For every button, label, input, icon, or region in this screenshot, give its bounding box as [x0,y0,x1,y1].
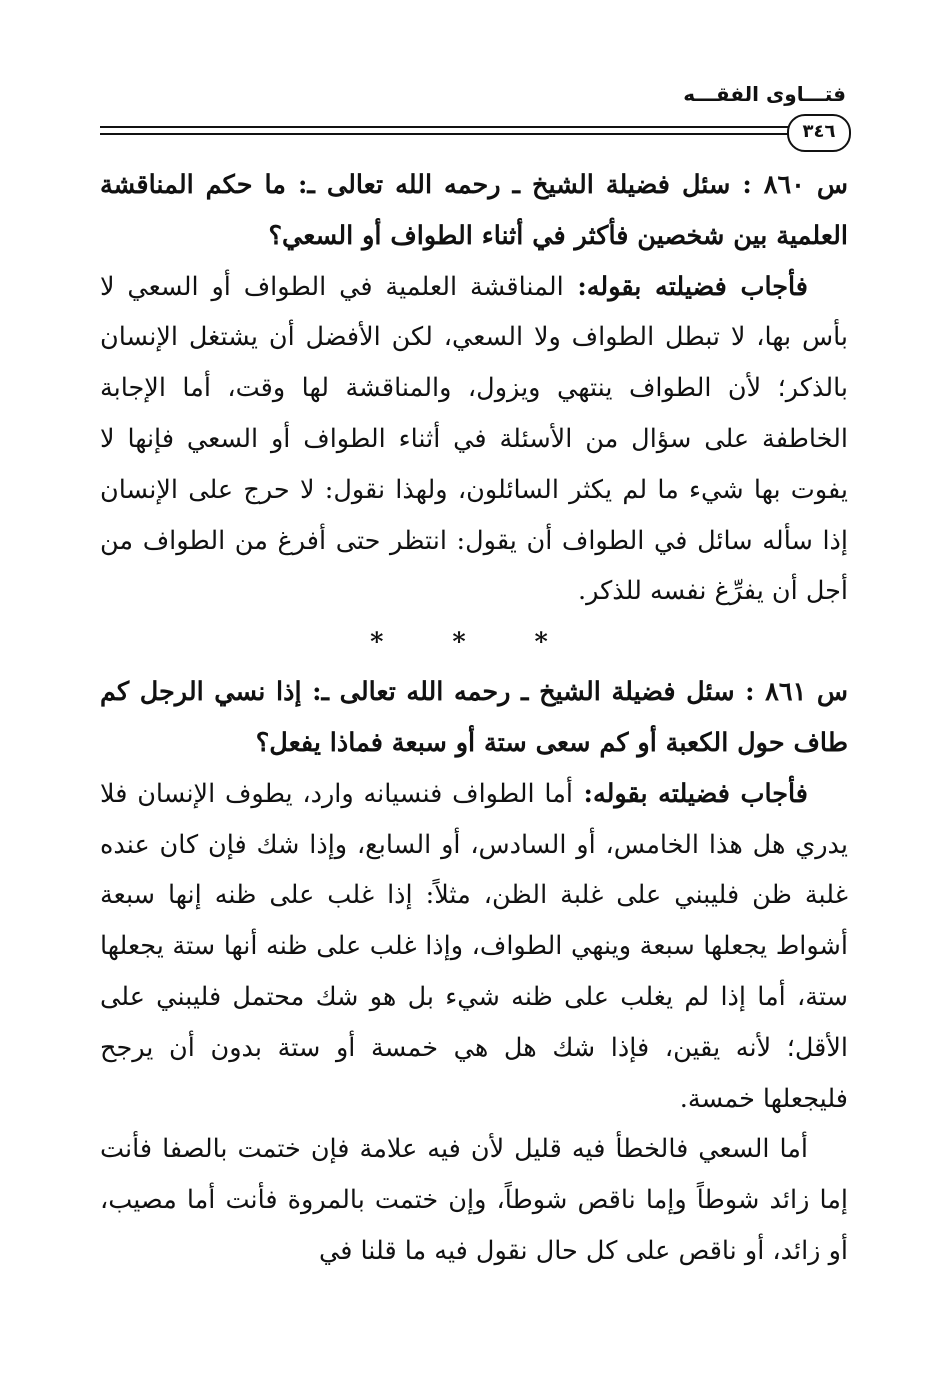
answer-861-text: أما الطواف فنسيانه وارد، يطوف الإنسان فلا يدري هل هذا الخامس، أو السادس، أو السابع، وإذا شك فإن كان عنده غلبة ظن فليبني على غلبة الظن، مثلاً: إذا غلب على ظنه إنها سبعة أشواط يجعلها سبعة وينهي الطواف، وإذا غلب على ظنه أنها ستة يجعلها ستة، أما إذا لم يغلب على ظنه شيء بل هو شك محتمل فليبني على الأقل؛ لأنه يقين، فإذا شك هل هي خمسة أو ستة بدون أن يرجح فليجعلها خمسة. [100,778,848,1114]
answer-860 [100,262,848,618]
page-body [100,160,848,1277]
question-860 [100,160,848,262]
page-number: ٣٤٦ [787,114,851,152]
question-861-text: إذا نسي الرجل كم طاف حول الكعبة أو كم سعى ستة أو سبعة فماذا يفعل؟ [100,677,848,758]
question-861-lead: س ٨٦١ : سئل فضيلة الشيخ ـ رحمه الله تعالى ـ: [301,677,848,708]
answer-861-lead: فأجاب فضيلته بقوله: [572,778,808,809]
question-860-text: ما حكم المناقشة العلمية بين شخصين فأكثر في أثناء الطواف أو السعي؟ [100,170,848,251]
answer-860-lead: فأجاب فضيلته بقوله: [563,271,808,302]
answer-860-text: المناقشة العلمية في الطواف أو السعي لا بأس بها، لا تبطل الطواف ولا السعي، لكن الأفضل أن يشتغل الإنسان بالذكر؛ لأن الطواف ينتهي ويزول، والمناقشة لها وقت، أما الإجابة الخاطفة على سؤال من الأسئلة في أثناء الطواف أو السعي فإنها لا يفوت بها شيء ما لم يكثر السائلون، ولهذا نقول: لا حرج على الإنسان إذا سأله سائل في الطواف أن يقول: انتظر حتى أفرغ من الطواف من أجل أن يفرِّغ نفسه للذكر. [100,271,849,607]
header-rule-bottom [100,133,806,135]
answer-861 [100,769,848,1125]
header-rule-top [100,126,806,128]
answer-861-continued: أما السعي فالخطأ فيه قليل لأن فيه علامة فإن ختمت بالصفا فأنت إما زائد شوطاً وإما ناقص شوطاً، وإن ختمت بالمروة فأنت أما مصيب، أو زائد، أو ناقص على كل حال نقول فيه ما قلنا في [100,1134,849,1266]
question-860-lead: س ٨٦٠ : سئل فضيلة الشيخ ـ رحمه الله تعالى ـ: [285,170,849,200]
section-separator: * * * [370,627,578,658]
running-header: فتـــاوى الفقـــه [683,82,846,106]
question-861 [100,667,848,769]
